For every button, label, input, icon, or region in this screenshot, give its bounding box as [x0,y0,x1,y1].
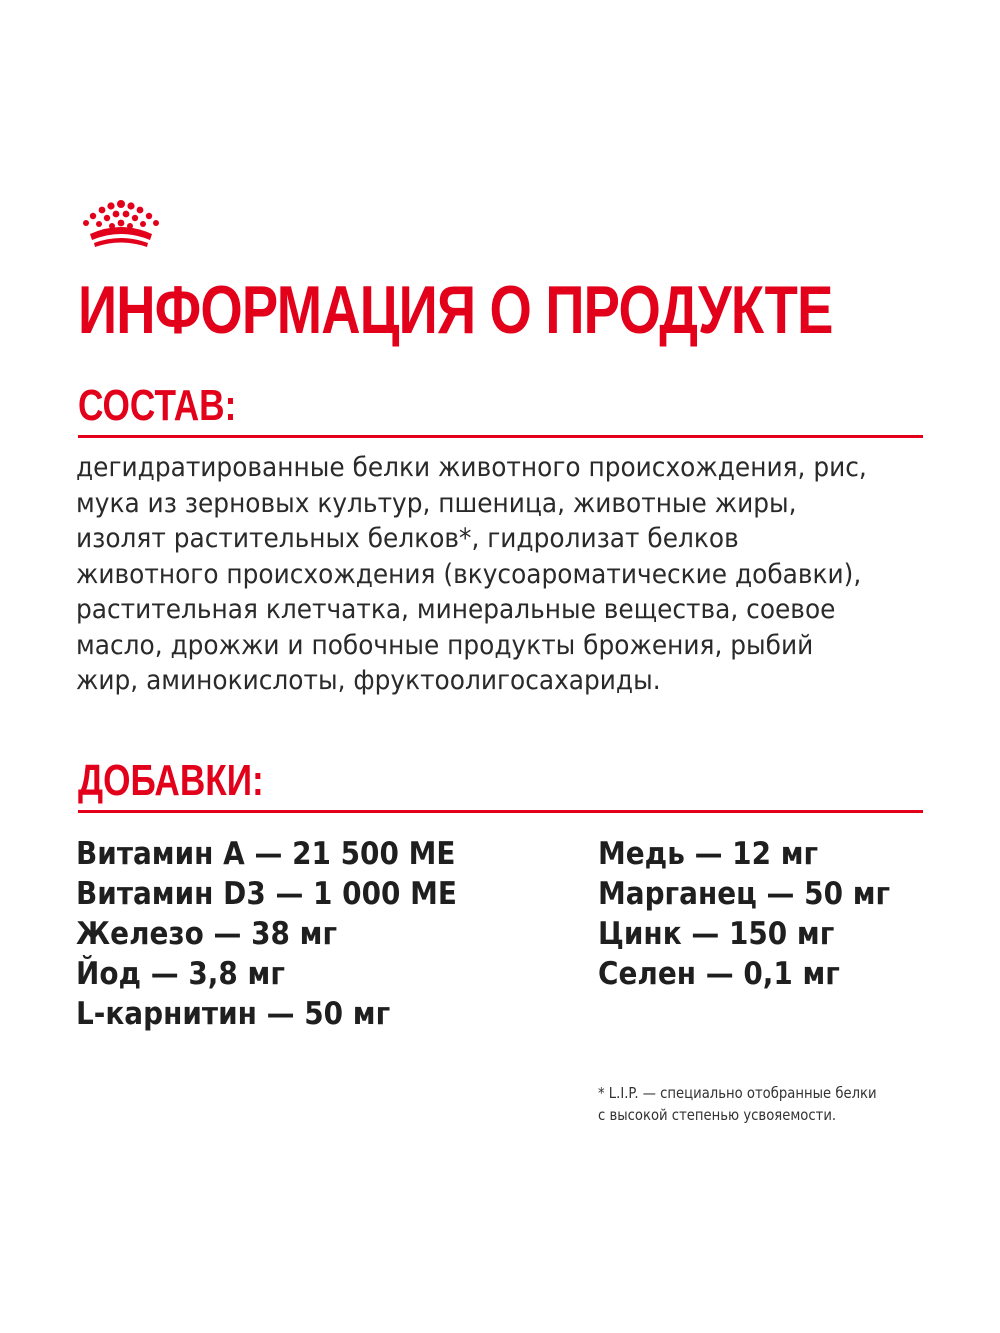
royal-crown-icon [78,198,164,250]
additives-divider [78,810,923,813]
additive-item-selenium: Селен — 0,1 мг [598,956,840,992]
additive-item-vitamin-a: Витамин A — 21 500 МЕ [76,836,456,872]
additive-item-iron: Железо — 38 мг [76,916,338,952]
composition-text: дегидратированные белки животного происхождения, рис, мука из зерновых культур, пшеница, животные жиры, изолят растительных белков*, гидролизат белков животного происхождения (вкусоароматические добавки), растительная клетчатка, минеральные вещества, соевое масло, дрожжи и побочные продукты брожения, рыбий жир, аминокислоты, фруктоолигосахариды. [76,452,867,696]
composition-heading: СОСТАВ: [78,381,237,430]
page-title: ИНФОРМАЦИЯ О ПРОДУКТЕ [78,272,833,348]
additive-item-manganese: Марганец — 50 мг [598,876,891,912]
additive-item-vitamin-d3: Витамин D3 — 1 000 МЕ [76,876,457,912]
additives-heading: ДОБАВКИ: [78,756,264,805]
additive-item-iodine: Йод — 3,8 мг [76,956,285,992]
additive-item-zinc: Цинк — 150 мг [598,916,835,952]
composition-divider [78,435,923,438]
additives-list-left [76,834,457,1034]
footnote [598,1082,877,1126]
additives-list-right [598,834,890,994]
additive-item-copper: Медь — 12 мг [598,836,819,872]
footnote-line-1: * L.I.P. — специально отобранные белки [598,1084,877,1102]
footnote-line-2: с высокой степенью усвояемости. [598,1106,837,1124]
additive-item-l-carnitine: L-карнитин — 50 мг [76,996,391,1032]
